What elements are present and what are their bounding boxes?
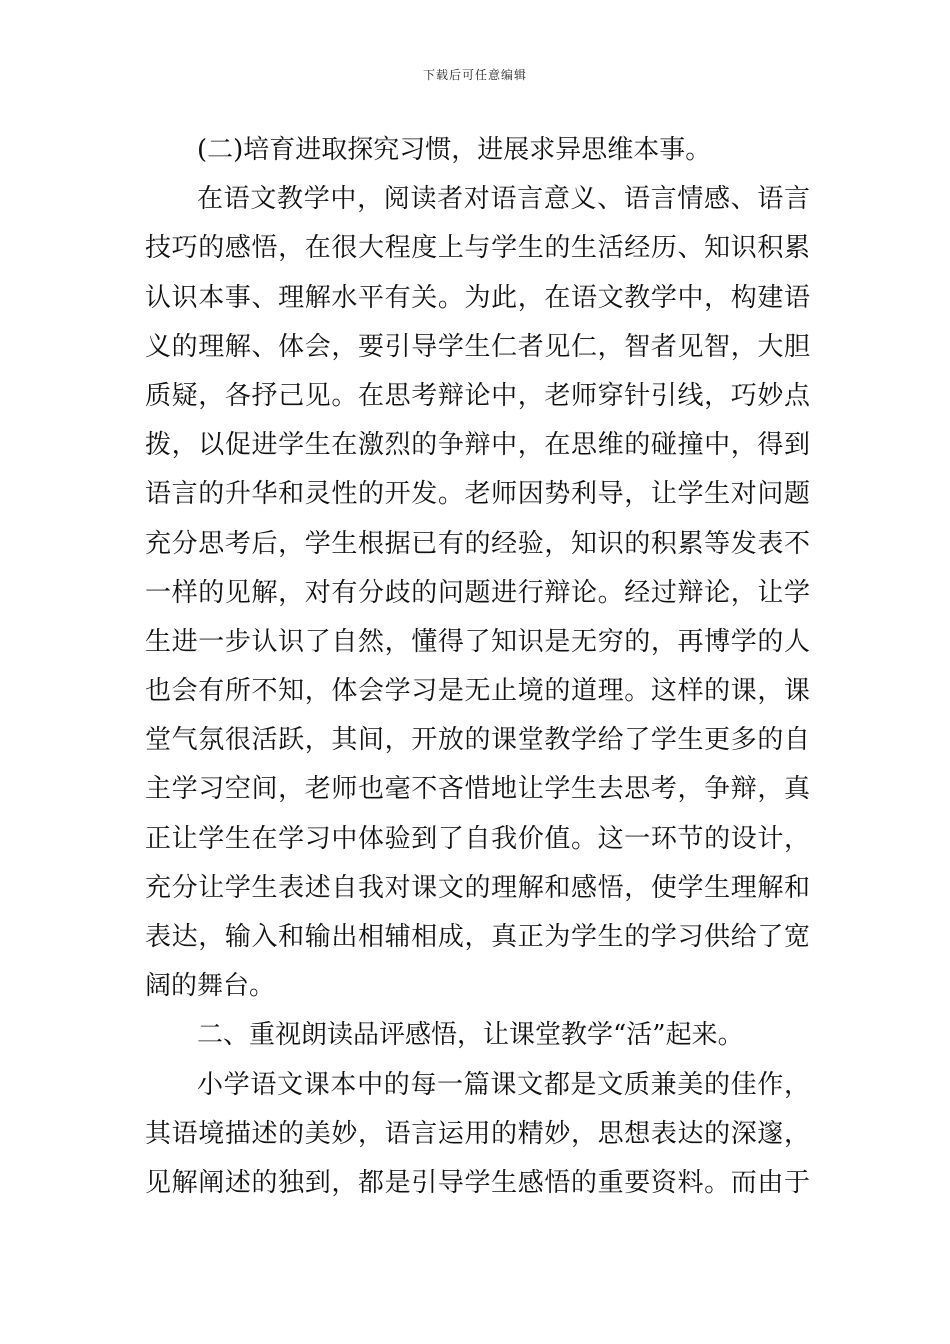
paragraph-line: 主学习空间，老师也毫不吝惜地让学生去思考，争辩，真	[145, 774, 810, 805]
paragraph-line: 见解阐述的独到，都是引导学生感悟的重要资料。而由于	[145, 1167, 810, 1198]
body-text	[145, 126, 810, 1208]
paragraph-line: 语言的升华和灵性的开发。老师因势利导，让学生对问题	[145, 479, 810, 510]
paragraph-line: 充分思考后，学生根据已有的经验，知识的积累等发表不	[145, 528, 810, 559]
header-note: 下载后可任意编辑	[422, 68, 527, 82]
paragraph-line: 在语文教学中，阅读者对语言意义、语言情感、语言	[197, 184, 810, 215]
paragraph-line: 堂气氛很活跃，其间，开放的课堂教学给了学生更多的自	[145, 725, 810, 756]
paragraph-line: 拨，以促进学生在激烈的争辩中，在思维的碰撞中，得到	[145, 430, 810, 461]
paragraph-line: 正让学生在学习中体验到了自我价值。这一环节的设计，	[145, 823, 810, 854]
paragraph-line: 其语境描述的美妙，语言运用的精妙，思想表达的深邃，	[145, 1118, 810, 1149]
paragraph-line: 生进一步认识了自然，懂得了知识是无穷的，再博学的人	[145, 626, 810, 657]
paragraph-line: 也会有所不知，体会学习是无止境的道理。这样的课，课	[145, 676, 810, 707]
paragraph-line: 技巧的感悟，在很大程度上与学生的生活经历、知识积累	[145, 233, 810, 264]
paragraph-line: 表达，输入和输出相辅相成，真正为学生的学习供给了宽	[145, 922, 810, 952]
section-heading: (二)培育进取探究习惯，进展求异思维本事。	[197, 135, 712, 165]
paragraph-line: 质疑，各抒己见。在思考辩论中，老师穿针引线，巧妙点	[145, 380, 810, 411]
paragraph-line: 小学语文课本中的每一篇课文都是文质兼美的佳作，	[197, 1069, 810, 1100]
section-heading: 二、重视朗读品评感悟，让课堂教学“活”起来。	[197, 1020, 744, 1051]
paragraph-line: 一样的见解，对有分歧的问题进行辩论。经过辩论，让学	[145, 577, 810, 608]
paragraph-line: 充分让学生表述自我对课文的理解和感悟，使学生理解和	[145, 872, 810, 903]
paragraph-line: 认识本事、理解水平有关。为此，在语文教学中，构建语	[145, 282, 810, 313]
paragraph-line: 义的理解、体会，要引导学生仁者见仁，智者见智，大胆	[145, 331, 810, 362]
paragraph-line: 阔的舞台。	[145, 971, 276, 1002]
